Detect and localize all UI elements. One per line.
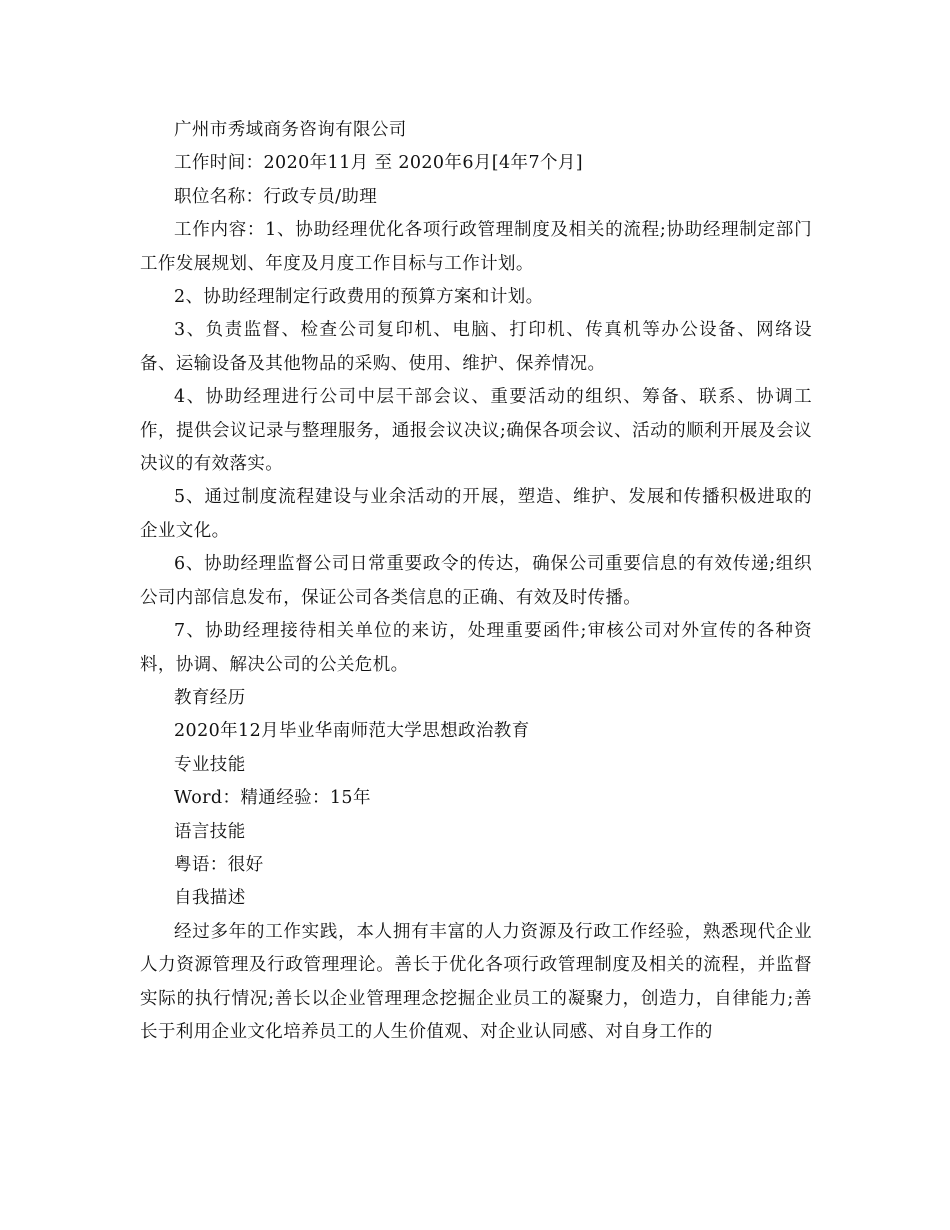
education-entry: 2020年12月毕业华南师范大学思想政治教育 — [174, 721, 530, 742]
job-duty-item: 4、协助经理进行公司中层干部会议、重要活动的组织、筹备、联系、协调工作，提供会议记录与整理服务，通报会议决议;确保各项会议、活动的顺利开展及会议决议的有效落实。 — [140, 387, 812, 475]
job-duty-item: 3、负责监督、检查公司复印机、电脑、打印机、传真机等办公设备、网络设备、运输设备及其他物品的采购、使用、维护、保养情况。 — [140, 320, 812, 374]
job-duty-item: 5、通过制度流程建设与业余活动的开展，塑造、维护、发展和传播积极进取的企业文化。 — [140, 487, 812, 541]
self-description-text: 经过多年的工作实践，本人拥有丰富的人力资源及行政工作经验，熟悉现代企业人力资源管理及行政管理理论。善长于优化各项行政管理制度及相关的流程，并监督实际的执行情况;善长以企业管理理念挖掘企业员工的凝聚力，创造力，自律能力;善长于利用企业文化培养员工的人生价值观、对企业认同感、对自身工作的 — [140, 921, 812, 1042]
job-duties-intro: 工作内容：1、协助经理优化各项行政管理制度及相关的流程;协助经理制定部门工作发展规划、年度及月度工作目标与工作计划。 — [140, 220, 812, 274]
section-heading-languages: 语言技能 — [174, 821, 246, 842]
section-heading-skills: 专业技能 — [174, 754, 246, 775]
job-duty-item: 7、协助经理接待相关单位的来访，处理重要函件;审核公司对外宣传的各种资料，协调、解决公司的公关危机。 — [140, 621, 812, 675]
job-title: 职位名称：行政专员/助理 — [174, 186, 378, 207]
section-heading-education: 教育经历 — [174, 687, 246, 708]
skill-entry: Word：精通经验：15年 — [174, 788, 371, 809]
company-name: 广州市秀域商务咨询有限公司 — [174, 120, 407, 140]
document-body — [140, 114, 812, 1049]
job-duty-item: 2、协助经理制定行政费用的预算方案和计划。 — [174, 287, 544, 308]
section-heading-self-description: 自我描述 — [174, 888, 246, 909]
job-duty-item: 6、协助经理监督公司日常重要政令的传达，确保公司重要信息的有效传递;组织公司内部信息发布，保证公司各类信息的正确、有效及时传播。 — [140, 554, 812, 608]
language-entry: 粤语：很好 — [174, 854, 264, 875]
work-period: 工作时间：2020年11月 至 2020年6月[4年7个月] — [174, 153, 584, 174]
